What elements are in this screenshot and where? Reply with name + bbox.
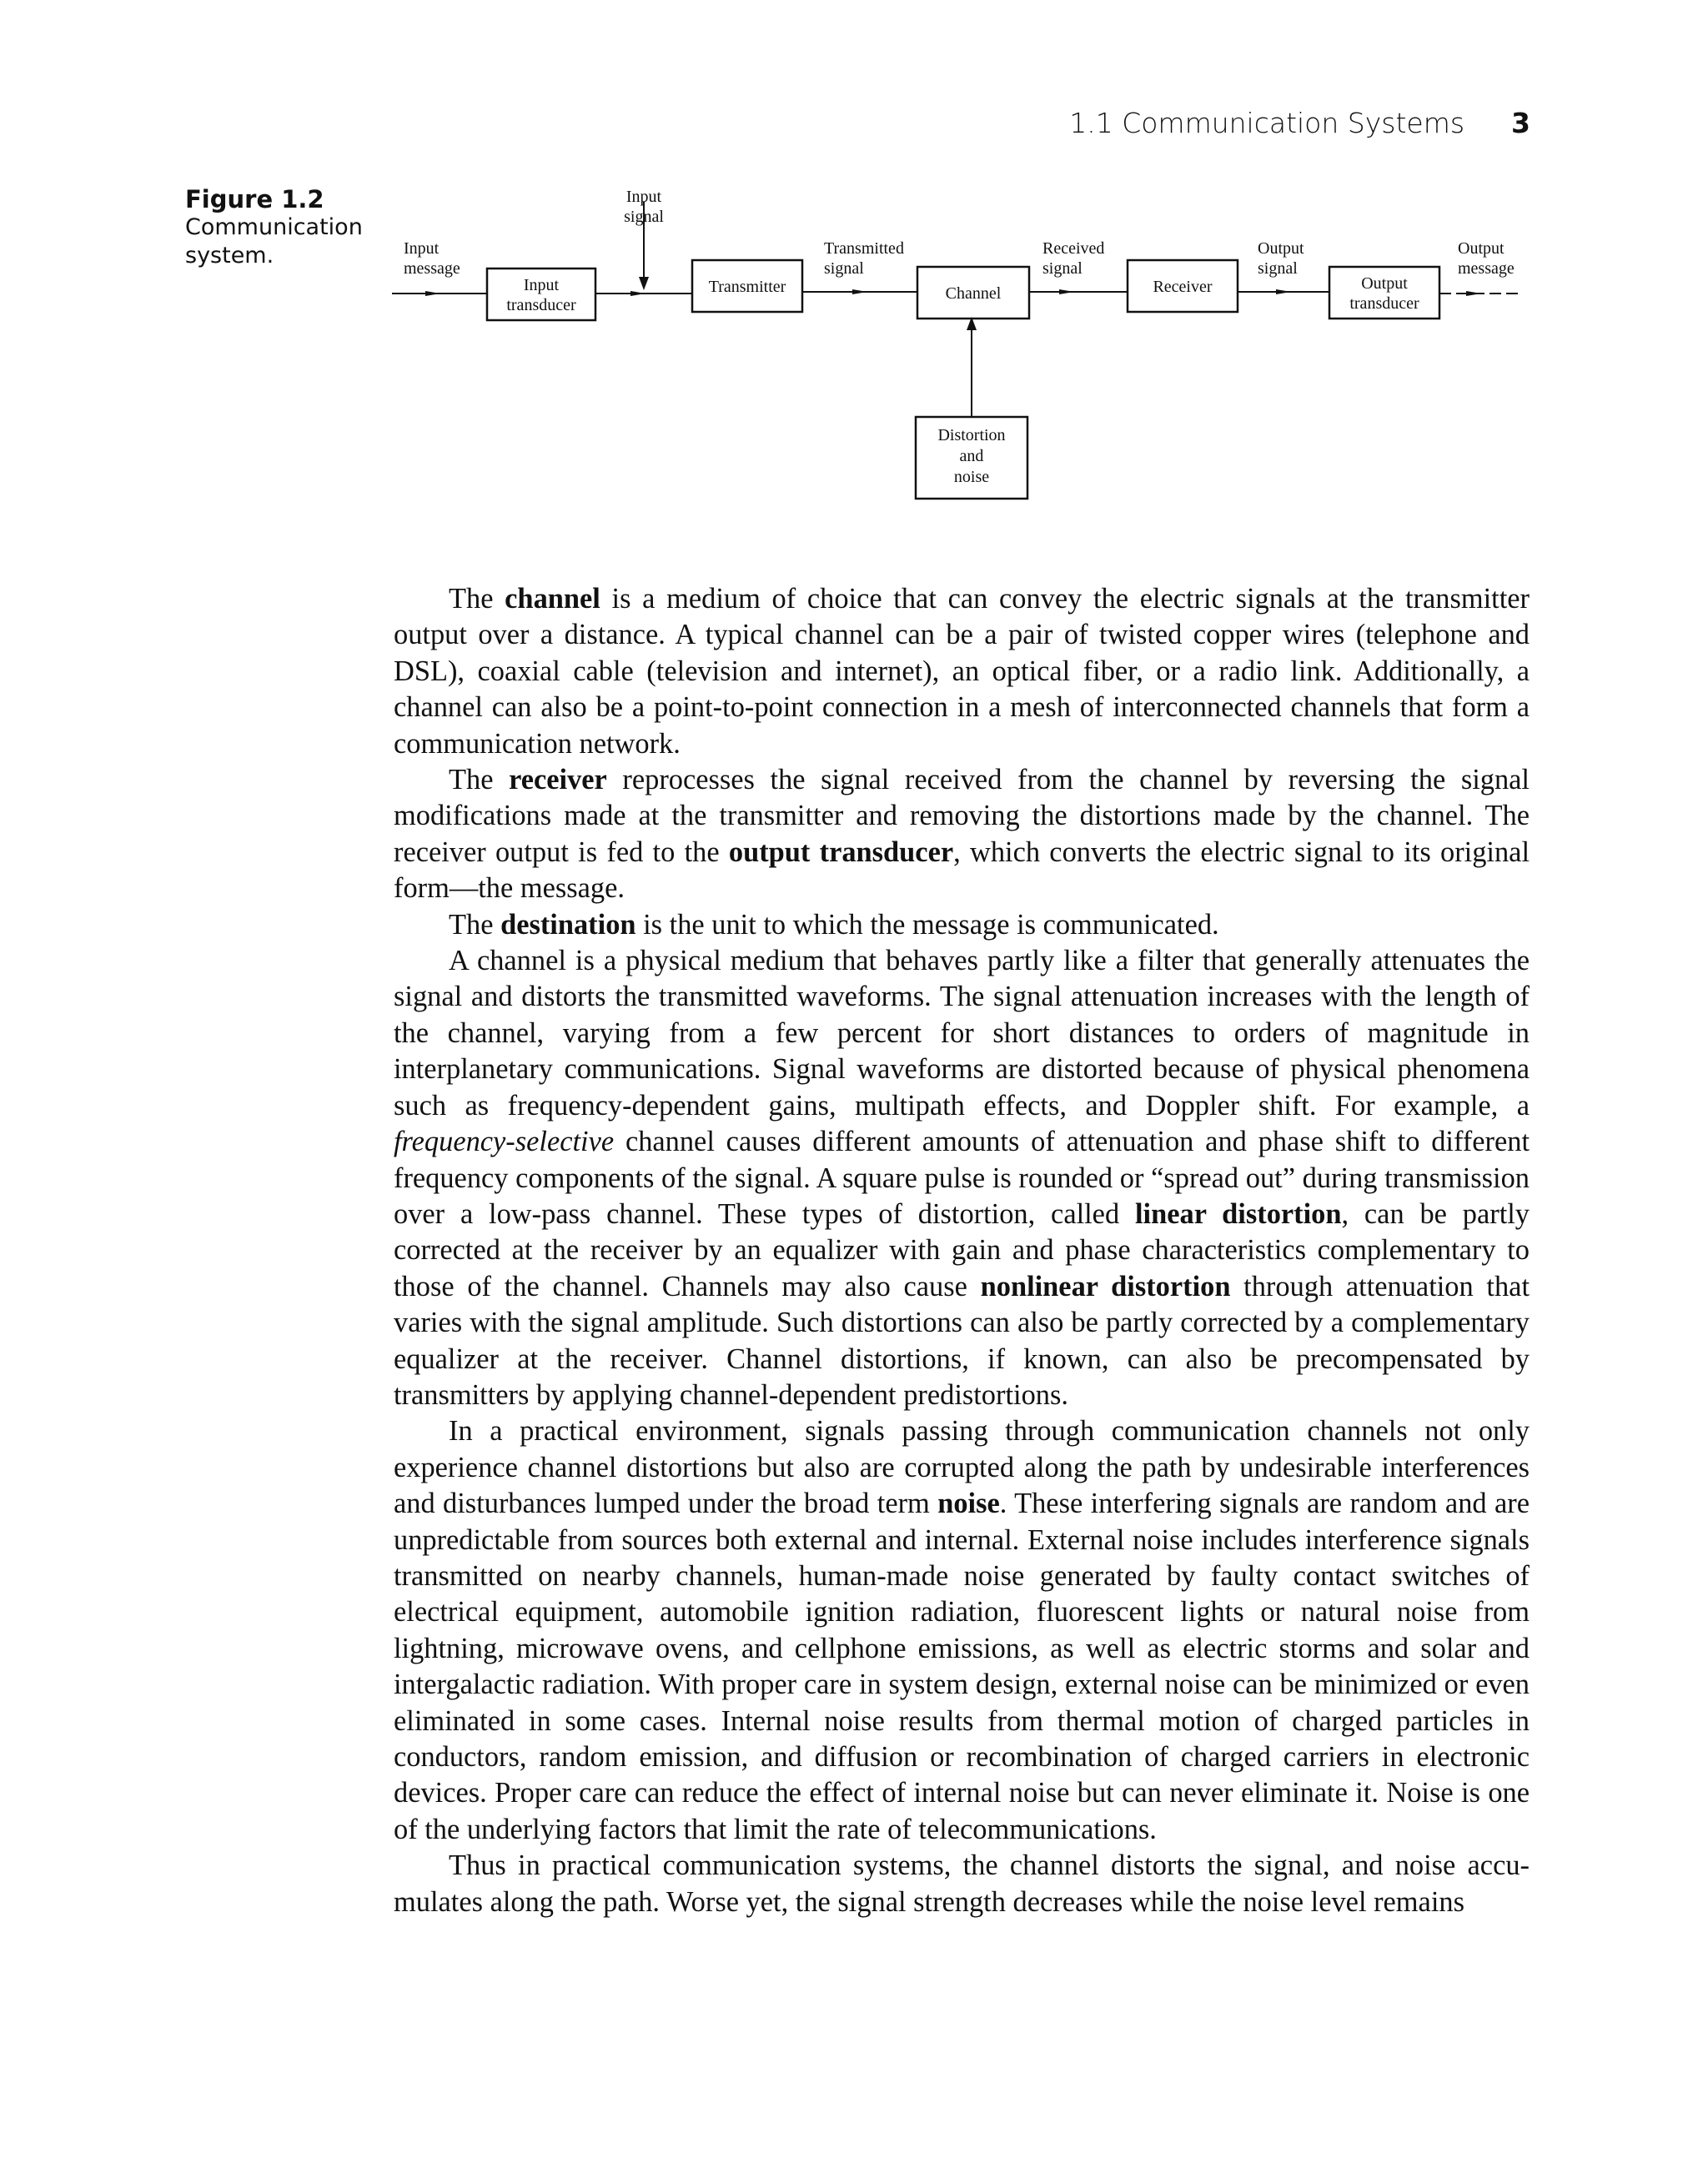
bold-term: linear distortion — [1135, 1197, 1342, 1230]
figure-label: Figure 1.2 — [185, 185, 324, 213]
arrowhead-output-signal — [1276, 289, 1291, 294]
input-signal-label-1: Input — [625, 188, 662, 206]
bold-term: output transducer — [728, 836, 954, 868]
transmitted-signal-label-2: signal — [824, 259, 864, 278]
input-message-label-2: message — [404, 259, 460, 278]
receiver-label: Receiver — [1153, 278, 1213, 296]
input-transducer-label-2: transducer — [506, 296, 576, 314]
channel-label: Channel — [945, 284, 1002, 303]
figure-caption-text: Communication system. — [185, 214, 363, 268]
output-transducer-label-1: Output — [1361, 274, 1408, 293]
running-head — [917, 107, 1530, 139]
arrowhead-output-message — [1466, 291, 1481, 296]
arrowhead-received-signal — [1059, 289, 1074, 294]
distortion-label-1: Distortion — [937, 426, 1006, 444]
distortion-label-2: and — [959, 447, 984, 465]
figure-caption — [185, 185, 377, 270]
paragraph-receiver: The receiver reprocesses the signal received from the channel by reversing the signal modifications made at the transmitter and removing the distortions made by the channel. The receiver output is fed to the output transducer, which converts the electric signal to its original form—the message. — [394, 764, 1530, 905]
input-message-label-1: Input — [404, 239, 440, 258]
bold-term: channel — [505, 583, 600, 615]
output-transducer-label-2: transducer — [1349, 294, 1419, 313]
paragraph-noise: In a practical environment, signals passing through communication channels not only experience channel distortions but also are corrupted along the path by undesirable interferences and disturbances lumped under the broad term noise. These interfering signals are random and are unpredictable from sources both external and internal. External noise includes interference signals transmitted on nearby channels, human-made noise generated by faulty contact switches of electrical equipment, automobile ignition radiation, fluorescent lights or natural noise from lightning, microwave ovens, and cellphone emissions, as well as electric storms and solar and intergalactic radiation. With proper care in system design, external noise can be minimized or even eliminated in some cases. Internal noise results from thermal motion of charged particles in conductors, random emission, and diffusion or recombination of charged carriers in electronic devices. Proper care can reduce the effect of internal noise but can never eliminate it. Noise is one of the underlying factors that limit the rate of telecommunications. — [394, 1415, 1530, 1845]
block-diagram-svg — [392, 167, 1526, 517]
output-signal-label-1: Output — [1258, 239, 1304, 258]
output-message-label-1: Output — [1458, 239, 1505, 258]
running-head-section: 1.1 Communication Systems — [1069, 107, 1465, 139]
communication-system-diagram — [392, 167, 1526, 517]
paragraph-channel: The channel is a medium of choice that can convey the electric signals at the transmitter output over a distance. A typical channel can be a pair of twisted copper wires (telephone and DSL), coaxial cable (television and internet), an optical fiber, or a radio link. Additionally, a channel can also be a point-to-point connection in a mesh of interconnected channels that form a communication network. — [394, 583, 1530, 760]
paragraph-destination: The destination is the unit to which the message is communicated. — [449, 908, 1219, 941]
transmitter-label: Transmitter — [708, 278, 786, 296]
transmitted-signal-label-1: Transmitted — [824, 239, 904, 258]
italic-term: frequency-selective — [394, 1126, 615, 1158]
output-signal-label-2: signal — [1258, 259, 1298, 278]
bold-term: nonlinear distortion — [980, 1270, 1231, 1302]
output-message-label-2: message — [1458, 259, 1515, 278]
input-transducer-label-1: Input — [523, 276, 560, 294]
arrowhead-input-message — [425, 291, 440, 296]
page-number: 3 — [1511, 107, 1530, 139]
paragraph-summary: Thus in practical communication systems, the channel distorts the signal, and noise accumulates along the path. Worse yet, the signal strength decreases while the noise level remains — [394, 1849, 1530, 1918]
body-text — [394, 581, 1530, 1920]
received-signal-label-2: signal — [1042, 259, 1083, 278]
bold-term: receiver — [509, 764, 607, 796]
received-signal-label-1: Received — [1042, 239, 1105, 258]
arrowhead-input-signal — [630, 291, 646, 296]
distortion-label-3: noise — [953, 468, 990, 486]
paragraph-channel-distortion: A channel is a physical medium that behaves partly like a filter that generally attenuates the signal and distorts the transmitted waveforms. The signal attenuation increases with the length of the channel, varying from a few percent for short distances to orders of magnitude in interplanetary communications. Signal waveforms are distorted because of physical phenomena such as frequency-dependent gains, multipath effects, and Doppler shift. For example, a frequency-selective channel causes different amounts of attenuation and phase shift to different frequency components of the signal. A square pulse is rounded or “spread out” during transmission over a low-pass channel. These types of distortion, called linear distortion, can be partly corrected at the receiver by an equalizer with gain and phase characteristics complementary to those of the channel. Channels may also cause nonlinear distortion through attenuation that varies with the signal amplitude. Such distortions can also be partly corrected by a complementary equalizer at the receiver. Channel distortions, if known, can also be precompensated by transmitters by applying channel-dependent predistortions. — [394, 945, 1530, 1411]
input-signal-label-2: signal — [624, 208, 664, 226]
bold-term: noise — [937, 1488, 1000, 1520]
arrowhead-transmitted-signal — [852, 289, 867, 294]
bold-term: destination — [500, 908, 636, 941]
